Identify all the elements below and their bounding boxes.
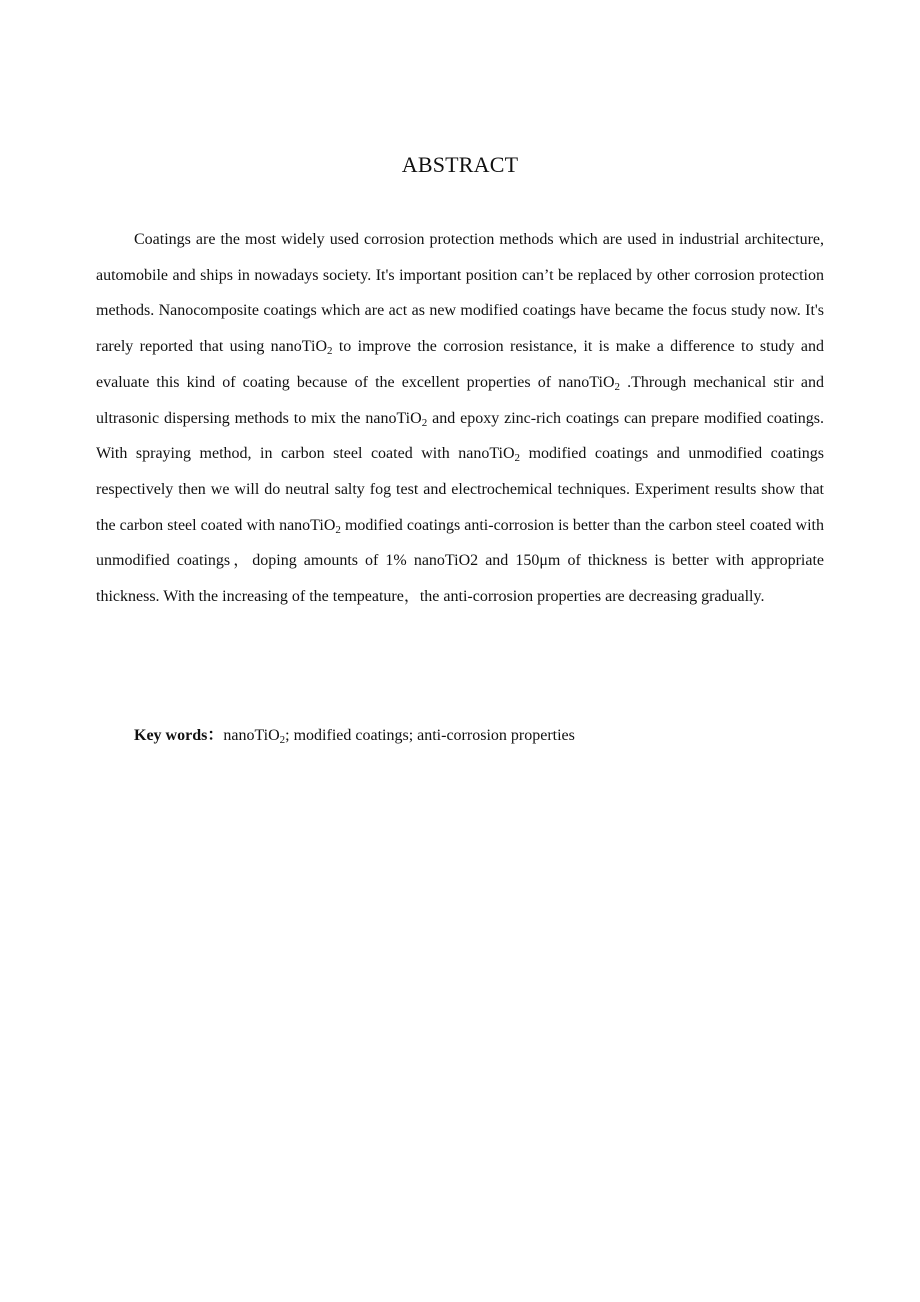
abstract-title: ABSTRACT — [401, 152, 519, 177]
keyword-item: nanoTiO — [223, 727, 280, 744]
abstract-text-segment: .Through mechanical stir and ultrasonic dispersing methods to mix the nanoTiO — [96, 373, 824, 427]
subscript-2: 2 — [279, 734, 286, 746]
abstract-text-segment: and epoxy zinc-rich coatings can prepare modified coatings. With spraying method, in carbon steel coated with nanoTiO — [96, 409, 825, 463]
subscript-2: 2 — [327, 345, 333, 358]
abstract-text-segment: modified coatings and unmodified coatings respectively then we will do neutral salty fog test and electrochemical techniques. Experiment results show that the carbon steel coated with nanoTiO — [96, 445, 825, 534]
subscript-2: 2 — [335, 523, 341, 536]
keywords-label: Key words： — [134, 727, 224, 744]
subscript-2: 2 — [514, 452, 521, 465]
abstract-body — [96, 222, 824, 615]
subscript-2: 2 — [421, 416, 428, 429]
keyword-list-rest: ; modified coatings; anti-corrosion properties — [285, 727, 575, 744]
keywords-line — [134, 721, 824, 751]
abstract-text-segment: modified coatings anti-corrosion is better than the carbon steel coated with unmodified coatings，doping amounts of 1% nanoTiO2 and 150μm of thickness is better with appropriate thickness. With the increasing of the tempeature，the anti-corrosion properties are decreasing gradually. — [96, 516, 825, 606]
abstract-text-segment: Coatings are the most widely used corrosion protection methods which are used in industrial architecture, automobile and ships in nowadays society. It's important position can’t be replaced by other corrosion protection methods. Nanocomposite coatings which are act as new modified coatings have became the focus study now. It's rarely reported that using nanoTiO — [96, 231, 824, 356]
subscript-2: 2 — [614, 380, 621, 393]
abstract-text-segment: to improve the corrosion resistance, it is make a difference to study and evaluate this kind of coating because of the excellent properties of nanoTiO — [96, 338, 824, 391]
